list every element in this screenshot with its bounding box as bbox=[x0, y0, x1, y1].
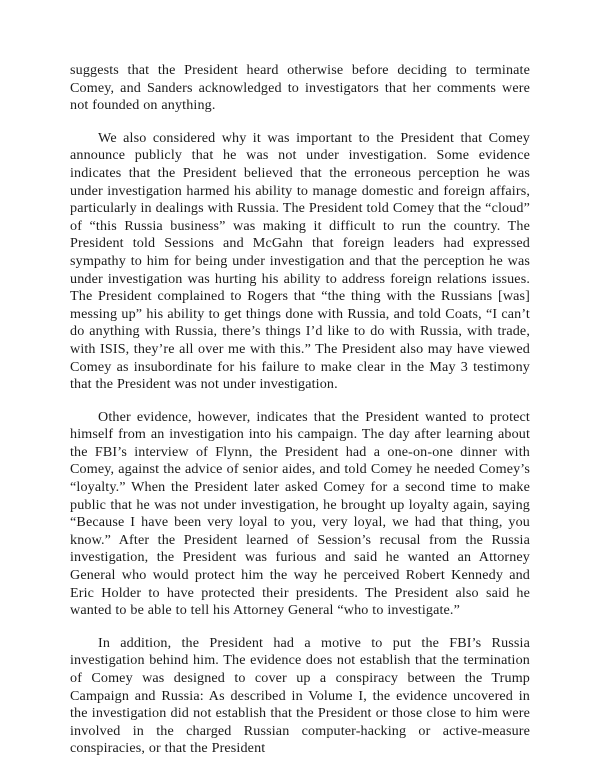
paragraph-continued-sanders: suggests that the President heard otherwise before deciding to terminate Comey, and Sanders acknowledged to investigators that her comments were not founded on anything. bbox=[70, 62, 530, 114]
document-text-column bbox=[70, 62, 530, 758]
paragraph-in-addition: In addition, the President had a motive to put the FBI’s Russia investigation behind him. The evidence does not establish that the termination of Comey was designed to cover up a conspiracy between the Trump Campaign and Russia: As described in Volume I, the evidence uncovered in the investigation did not establish that the President or those close to him were involved in the charged Russian computer-hacking or active-measure conspiracies, or that the President bbox=[70, 634, 530, 757]
paragraph-we-also-considered: We also considered why it was important to the President that Comey announce publicly that he was not under investigation. Some evidence indicates that the President believed that the erroneous perception he was under investigation harmed his ability to manage domestic and foreign affairs, particularly in dealings with Russia. The President told Comey that the “cloud” of “this Russia business” was making it difficult to run the country. The President told Sessions and McGahn that foreign leaders had expressed sympathy to him for being under investigation and that the perception he was under investigation was hurting his ability to address foreign relations issues. The President complained to Rogers that “the thing with the Russians [was] messing up” his ability to get things done with Russia, and told Coats, “I can’t do anything with Russia, there’s things I’d like to do with Russia, with trade, with ISIS, they’re all over me with this.” The President also may have viewed Comey as insubordinate for his failure to make clear in the May 3 testimony that the President was not under investigation. bbox=[70, 129, 530, 393]
paragraph-other-evidence: Other evidence, however, indicates that the President wanted to protect himself from an investigation into his campaign. The day after learning about the FBI’s interview of Flynn, the President had a one-on-one dinner with Comey, against the advice of senior aides, and told Comey he needed Comey’s “loyalty.” When the President later asked Comey for a second time to make public that he was not under investigation, he brought up loyalty again, saying “Because I have been very loyal to you, very loyal, we had that thing, you know.” After the President learned of Session’s recusal from the Russia investigation, the President was furious and said he wanted an Attorney General who would protect him the way he perceived Robert Kennedy and Eric Holder to have protected their presidents. The President also said he wanted to be able to tell his Attorney General “who to investigate.” bbox=[70, 408, 530, 619]
